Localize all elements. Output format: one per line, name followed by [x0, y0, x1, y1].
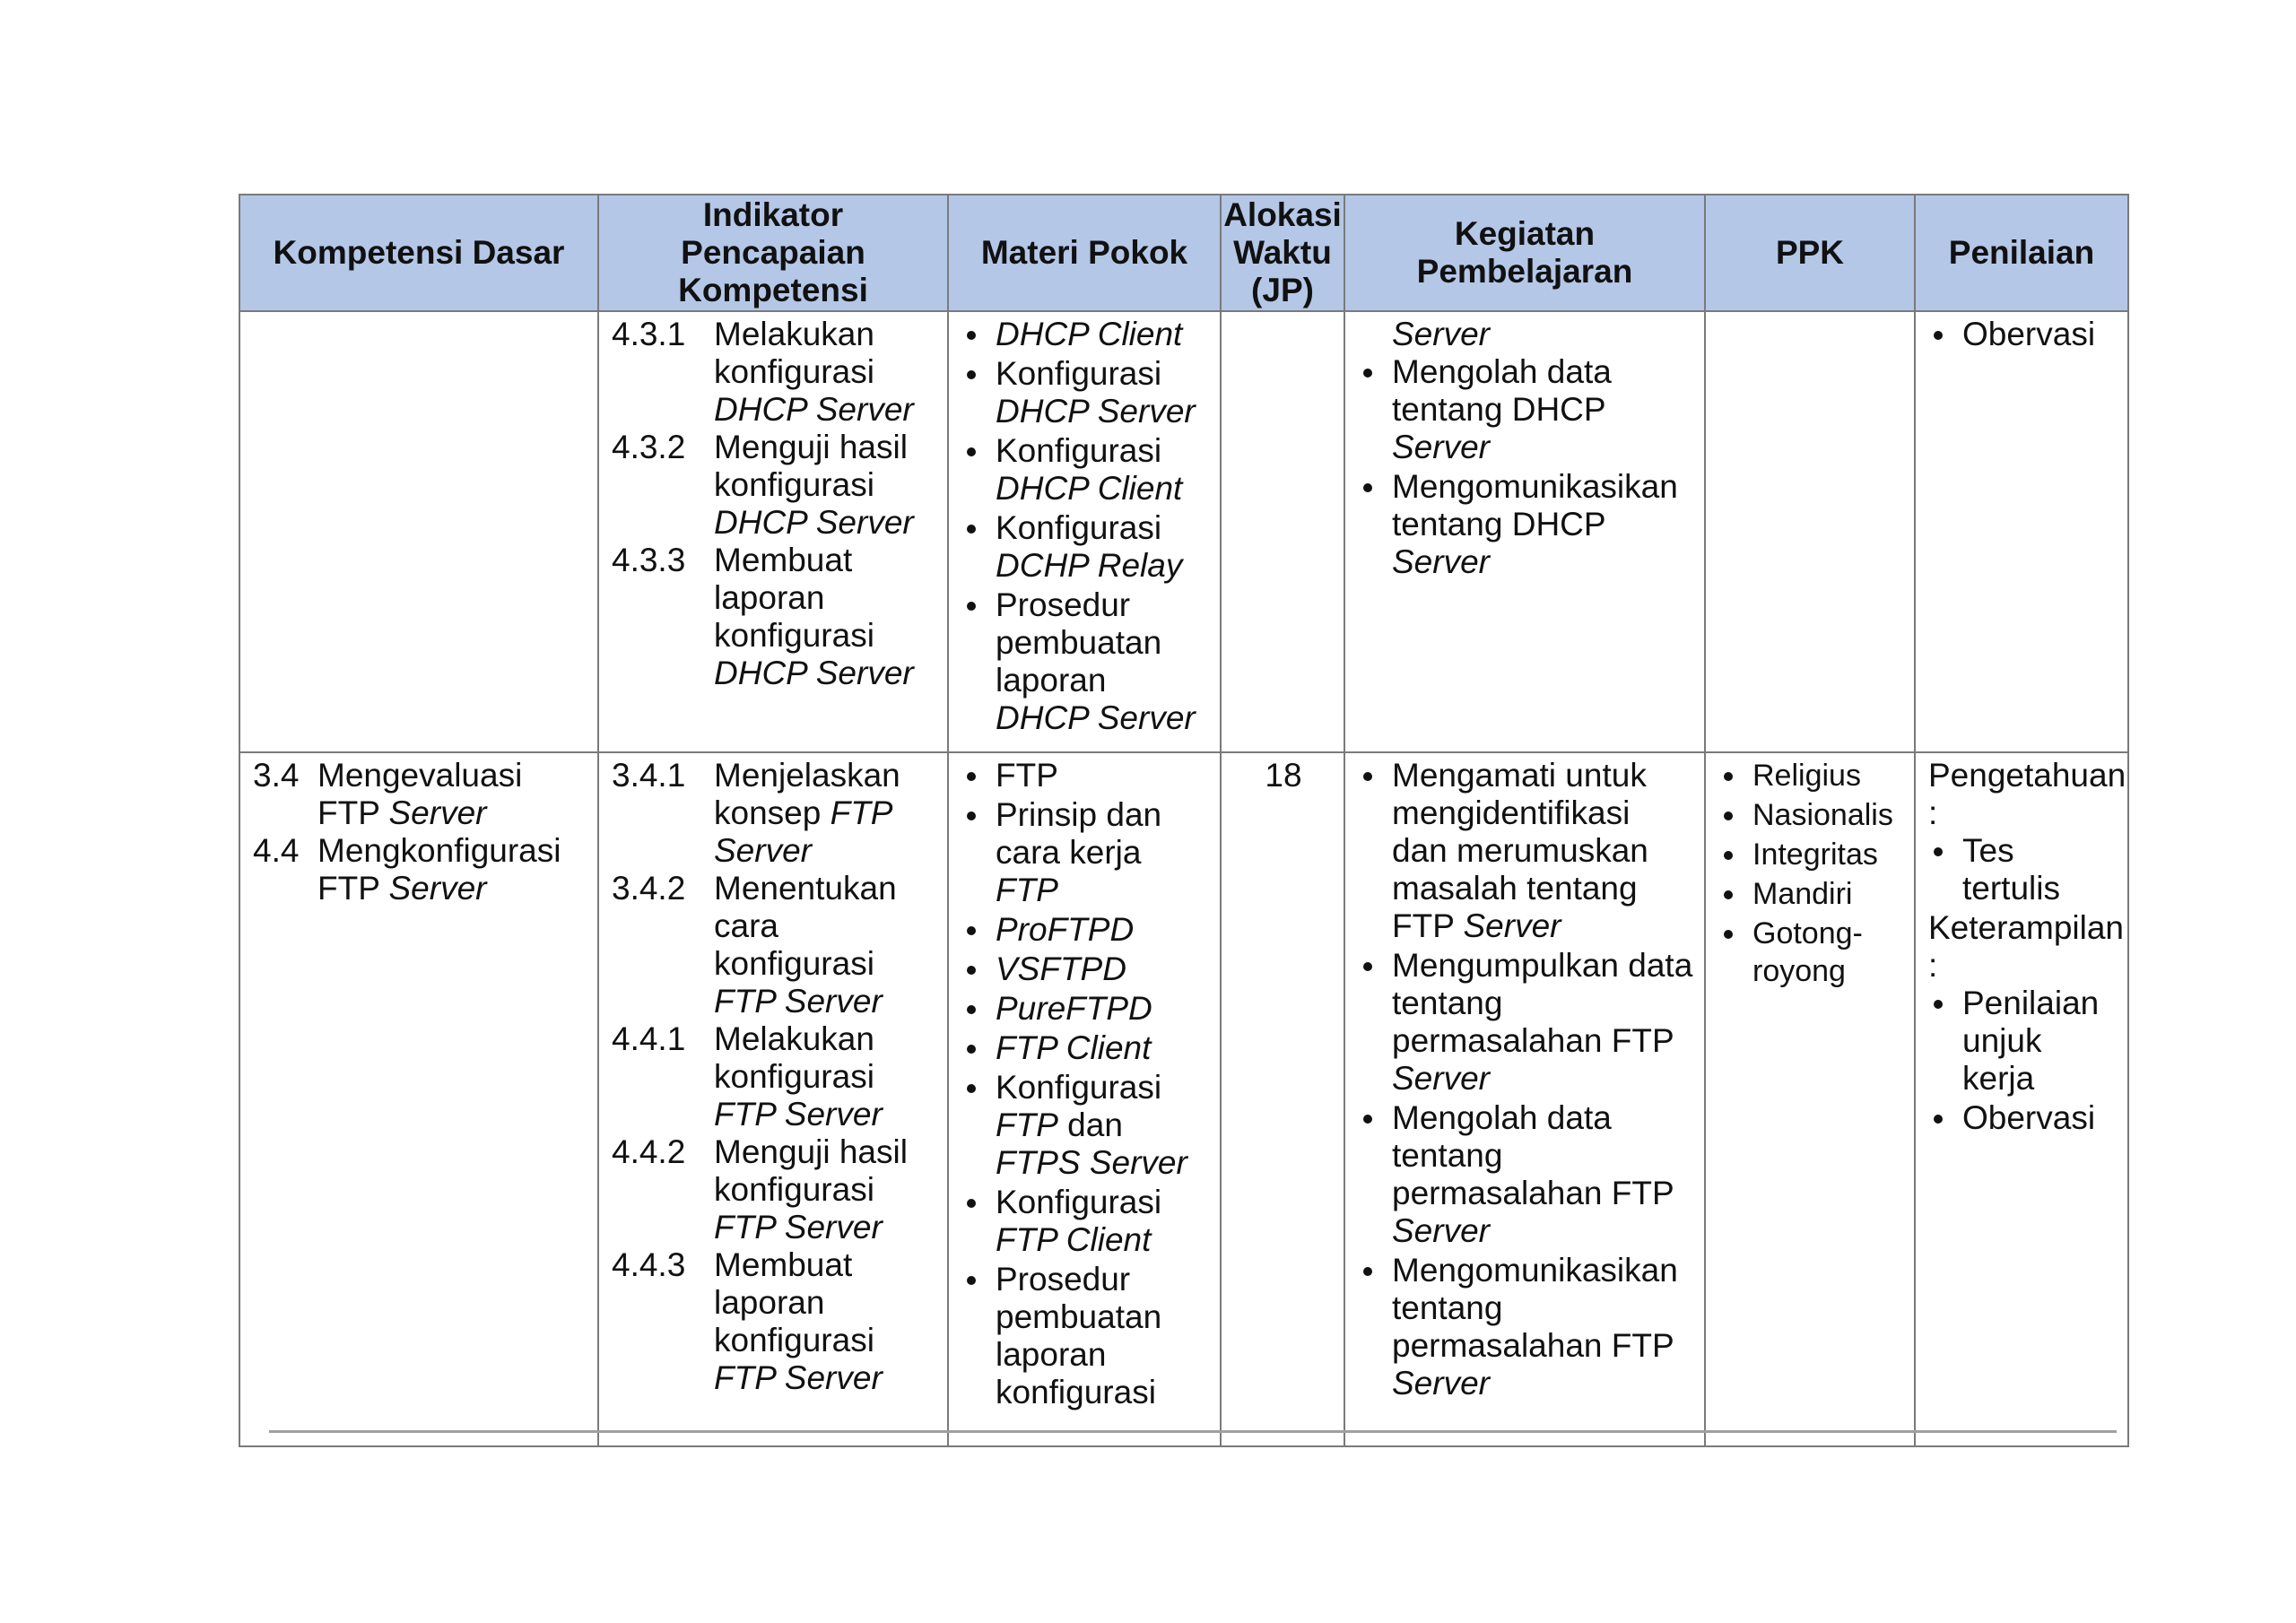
list-item: Konfigurasi DCHP Relay	[961, 509, 1209, 585]
list-item: Mengomunikasikan tentang DHCP Server	[1358, 468, 1693, 581]
list-item: Penilaian unjuk kerja	[1928, 985, 2117, 1098]
rpp-table	[239, 194, 2129, 1447]
indikator-item: 4.4.3 Membuat laporan konfigurasi FTP Server	[612, 1246, 883, 1396]
header-penilaian: Penilaian	[1915, 195, 2128, 311]
cell-alokasi-waktu: 18	[1221, 752, 1344, 1446]
cell-ppk	[1705, 311, 1915, 752]
list-item: Gotong-royong	[1718, 915, 1903, 990]
list-item: Mengolah data tentang DHCP Server	[1358, 353, 1693, 466]
header-kegiatan-pembelajaran: Kegiatan Pembelajaran	[1344, 195, 1705, 311]
list-item: Obervasi	[1928, 1099, 2117, 1137]
list-item: Prosedur pembuatan laporan DHCP Server	[961, 586, 1209, 737]
cell-alokasi-waktu	[1221, 311, 1344, 752]
penilaian-pengetahuan-label: Pengetahuan :	[1928, 757, 2126, 831]
indikator-item: 4.4.1 Melakukan konfigurasi FTP Server	[612, 1020, 883, 1133]
cell-penilaian	[1915, 752, 2128, 1446]
indikator-item: 4.3.1 Melakukan konfigurasi DHCP Server	[612, 316, 914, 428]
header-ppk: PPK	[1705, 195, 1915, 311]
header-kompetensi-dasar: Kompetensi Dasar	[239, 195, 598, 311]
indikator-item: 4.4.2 Menguji hasil konfigurasi FTP Server	[612, 1133, 908, 1245]
list-item: Mengamati untuk mengidentifikasi dan merumuskan masalah tentang FTP Server	[1358, 757, 1693, 945]
list-item: Religius	[1718, 757, 1903, 794]
kd-item: 3.4 Mengevaluasi FTP Server	[253, 757, 523, 831]
list-item: DHCP Client	[961, 316, 1209, 353]
cell-kegiatan	[1344, 752, 1705, 1446]
indikator-item: 4.3.2 Menguji hasil konfigurasi DHCP Server	[612, 429, 914, 541]
list-item: Konfigurasi FTP dan FTPS Server	[961, 1069, 1209, 1182]
list-item: Nasionalis	[1718, 796, 1903, 834]
cell-penilaian	[1915, 311, 2128, 752]
cell-ppk	[1705, 752, 1915, 1446]
list-item: Konfigurasi FTP Client	[961, 1184, 1209, 1259]
cell-kegiatan	[1344, 311, 1705, 752]
list-item: Prosedur pembuatan laporan konfigurasi	[961, 1261, 1209, 1411]
kd-item: 4.4 Mengkonfigurasi FTP Server	[253, 832, 561, 907]
list-item: ProFTPD	[961, 911, 1209, 949]
list-item: Integritas	[1718, 836, 1903, 873]
cell-materi-pokok	[948, 752, 1221, 1446]
list-item: Mengumpulkan data tentang permasalahan FTP Server	[1358, 947, 1693, 1098]
indikator-item: 4.3.3 Membuat laporan konfigurasi DHCP Server	[612, 542, 914, 691]
cell-kompetensi-dasar	[239, 311, 598, 752]
footer-rule	[269, 1430, 2117, 1433]
header-alokasi-waktu: Alokasi Waktu (JP)	[1221, 195, 1344, 311]
list-item: Prinsip dan cara kerja FTP	[961, 796, 1209, 909]
header-materi-pokok: Materi Pokok	[948, 195, 1221, 311]
list-item: Konfigurasi DHCP Client	[961, 432, 1209, 508]
list-item: PureFTPD	[961, 990, 1209, 1028]
indikator-item: 3.4.2 Menentukan cara konfigurasi FTP Server	[612, 870, 897, 1020]
indikator-item: 3.4.1 Menjelaskan konsep FTP Server	[612, 757, 900, 869]
list-item: Mengolah data tentang permasalahan FTP Server	[1358, 1099, 1693, 1250]
cell-indikator	[598, 752, 948, 1446]
table-row	[239, 311, 2128, 752]
list-item: Mengomunikasikan tentang permasalahan FTP Server	[1358, 1252, 1693, 1402]
kegiatan-continuation: Server	[1392, 316, 1490, 352]
cell-kompetensi-dasar	[239, 752, 598, 1446]
header-indikator: Indikator Pencapaian Kompetensi	[598, 195, 948, 311]
list-item: Konfigurasi DHCP Server	[961, 355, 1209, 430]
cell-indikator	[598, 311, 948, 752]
penilaian-keterampilan-label: Keterampilan :	[1928, 909, 2125, 984]
list-item: Tes tertulis	[1928, 832, 2117, 907]
table-row	[239, 752, 2128, 1446]
list-item: FTP Client	[961, 1029, 1209, 1067]
list-item: Obervasi	[1928, 316, 2117, 353]
list-item: VSFTPD	[961, 950, 1209, 988]
cell-materi-pokok	[948, 311, 1221, 752]
list-item: Mandiri	[1718, 875, 1903, 913]
header-row	[239, 195, 2128, 311]
list-item: FTP	[961, 757, 1209, 794]
